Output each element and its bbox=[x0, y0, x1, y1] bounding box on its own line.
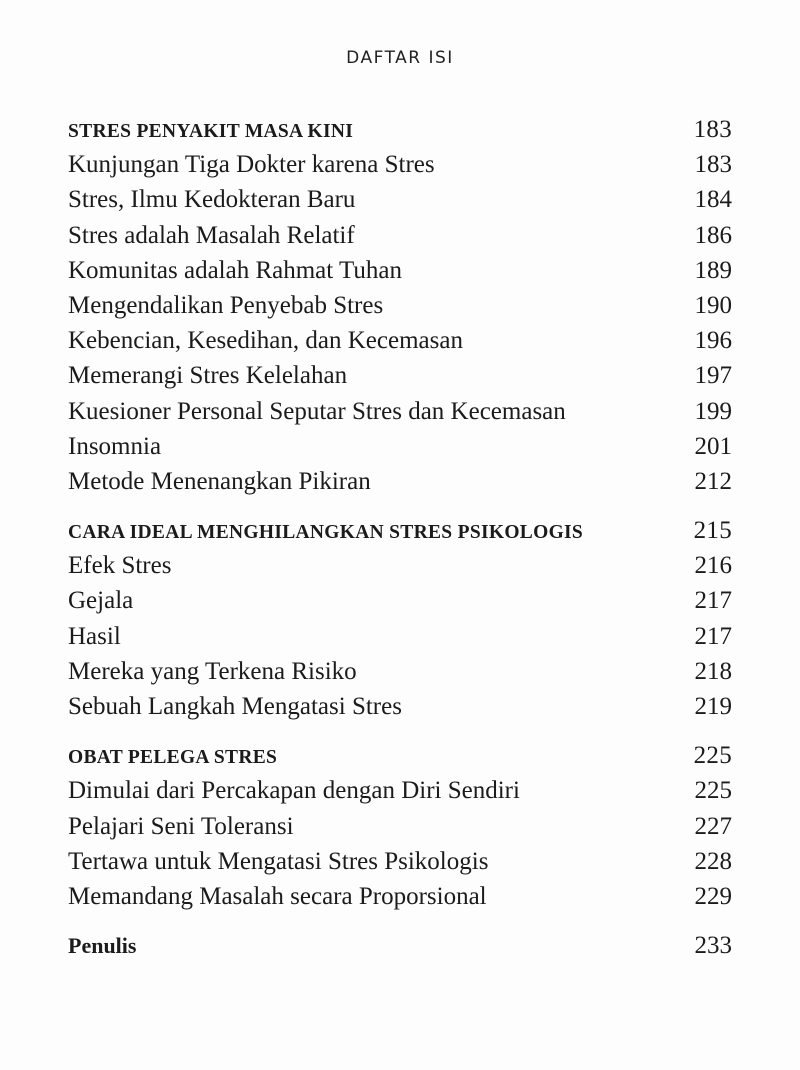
toc-section-3 bbox=[68, 738, 732, 914]
toc-entry-page: 196 bbox=[694, 327, 732, 355]
section-heading-page: 215 bbox=[693, 517, 732, 545]
toc-entry bbox=[68, 773, 732, 808]
toc-entry-page: 217 bbox=[694, 622, 732, 650]
toc-entry-title: Mengendalikan Penyebab Stres bbox=[68, 291, 384, 319]
toc-entry-page: 184 bbox=[694, 186, 732, 214]
running-head: DAFTAR ISI bbox=[346, 48, 454, 68]
toc-entry-page: 212 bbox=[694, 467, 732, 495]
toc-entry-page: 183 bbox=[694, 151, 732, 179]
toc-entry-title: Kunjungan Tiga Dokter karena Stres bbox=[68, 151, 435, 179]
toc-entry-page: 190 bbox=[694, 291, 732, 319]
toc-entry bbox=[68, 147, 732, 182]
toc-entry-title: Stres, Ilmu Kedokteran Baru bbox=[68, 186, 356, 214]
toc-entry-title: Gejala bbox=[68, 587, 134, 615]
table-of-contents bbox=[68, 112, 732, 977]
section-heading bbox=[68, 513, 732, 548]
toc-entry bbox=[68, 253, 732, 288]
toc-entry-page: 218 bbox=[694, 657, 732, 685]
toc-entry-page: 227 bbox=[694, 812, 732, 840]
toc-entry-page: 216 bbox=[694, 552, 732, 580]
section-heading-title: CARA IDEAL MENGHILANGKAN STRES PSIKOLOGIS bbox=[68, 522, 584, 544]
toc-entry bbox=[68, 619, 732, 654]
toc-entry-page: 228 bbox=[694, 847, 732, 875]
author-entry-title: Penulis bbox=[68, 933, 137, 959]
toc-entry-page: 186 bbox=[694, 221, 732, 249]
section-heading-title: STRES PENYAKIT MASA KINI bbox=[68, 121, 354, 142]
toc-entry bbox=[68, 548, 732, 583]
toc-entry-title: Insomnia bbox=[68, 432, 162, 460]
toc-entry-page: 201 bbox=[694, 432, 732, 460]
toc-entry-page: 229 bbox=[694, 882, 732, 910]
section-heading-page: 183 bbox=[693, 116, 732, 143]
toc-entry-title: Kebencian, Kesedihan, dan Kecemasan bbox=[68, 327, 463, 355]
toc-entry bbox=[68, 464, 732, 499]
toc-entry bbox=[68, 288, 732, 323]
toc-entry bbox=[68, 844, 732, 879]
toc-entry bbox=[68, 654, 732, 689]
toc-entry-title: Komunitas adalah Rahmat Tuhan bbox=[68, 256, 402, 284]
toc-entry-title: Kuesioner Personal Seputar Stres dan Kecemasan bbox=[68, 397, 566, 425]
toc-entry bbox=[68, 394, 732, 429]
toc-entry-title: Memandang Masalah secara Proporsional bbox=[68, 882, 487, 910]
toc-entry-title: Metode Menenangkan Pikiran bbox=[68, 467, 371, 495]
toc-entry-title: Dimulai dari Percakapan dengan Diri Sendiri bbox=[68, 777, 520, 805]
toc-entry-page: 189 bbox=[694, 256, 732, 284]
toc-entry bbox=[68, 358, 732, 393]
toc-entry bbox=[68, 182, 732, 217]
toc-entry bbox=[68, 809, 732, 844]
toc-entry-title: Tertawa untuk Mengatasi Stres Psikologis bbox=[68, 847, 489, 875]
author-entry-page: 233 bbox=[694, 932, 732, 960]
section-heading-title: OBAT PELEGA STRES bbox=[68, 747, 278, 769]
section-heading-page: 225 bbox=[693, 742, 732, 770]
toc-entry-title: Pelajari Seni Toleransi bbox=[68, 812, 294, 840]
toc-entry-title: Memerangi Stres Kelelahan bbox=[68, 362, 348, 390]
toc-entry bbox=[68, 323, 732, 358]
toc-entry-title: Hasil bbox=[68, 622, 121, 650]
toc-entry-title: Stres adalah Masalah Relatif bbox=[68, 221, 355, 249]
toc-entry bbox=[68, 429, 732, 464]
toc-entry-title: Mereka yang Terkena Risiko bbox=[68, 657, 357, 685]
author-entry bbox=[68, 928, 732, 963]
toc-entry-title: Efek Stres bbox=[68, 552, 172, 580]
toc-author-section bbox=[68, 928, 732, 963]
toc-entry-page: 217 bbox=[694, 587, 732, 615]
toc-section-1 bbox=[68, 112, 732, 499]
toc-entry bbox=[68, 583, 732, 618]
toc-entry-page: 199 bbox=[694, 397, 732, 425]
toc-entry bbox=[68, 879, 732, 914]
toc-entry-page: 225 bbox=[694, 777, 732, 805]
toc-entry bbox=[68, 689, 732, 724]
section-heading bbox=[68, 112, 732, 147]
toc-entry-page: 197 bbox=[694, 362, 732, 390]
toc-entry-title: Sebuah Langkah Mengatasi Stres bbox=[68, 693, 402, 720]
toc-section-2 bbox=[68, 513, 732, 724]
section-heading bbox=[68, 738, 732, 773]
toc-entry bbox=[68, 218, 732, 253]
toc-entry-page: 219 bbox=[694, 693, 732, 720]
